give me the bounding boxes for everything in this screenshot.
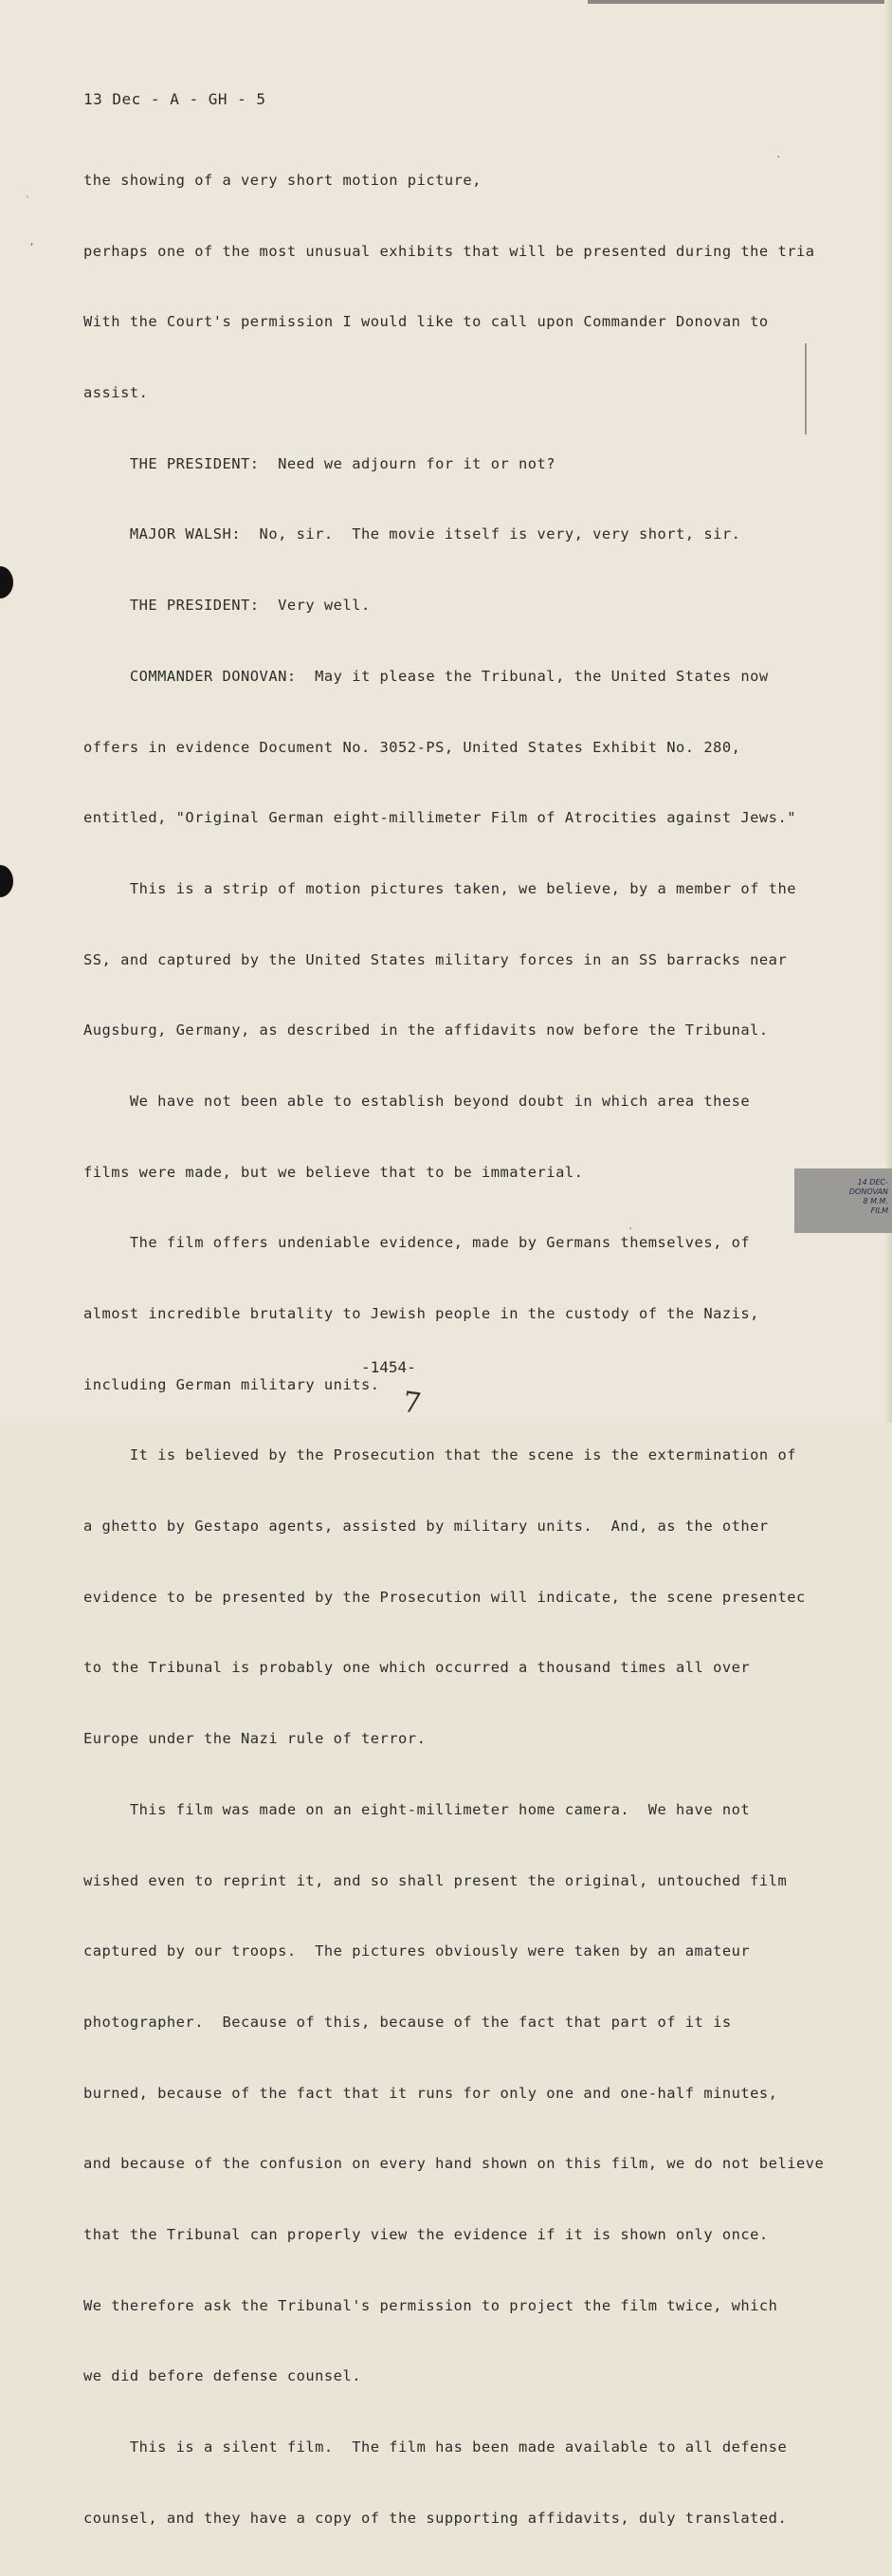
text-line: burned, because of the fact that it runs for only one and one-half minutes,	[83, 2084, 778, 2102]
text-line: assist.	[83, 384, 149, 402]
text-line: including German military units.	[83, 1375, 380, 1393]
text-line: wished even to reprint it, and so shall present the original, untouched film	[83, 1871, 788, 1889]
text-line: almost incredible brutality to Jewish people in the custody of the Nazis,	[83, 1305, 759, 1322]
text-line: that the Tribunal can properly view the evidence if it is shown only once.	[83, 2225, 769, 2243]
text-line: THE PRESIDENT: Need we adjourn for it or not?	[83, 454, 556, 472]
text-line: We therefore ask the Tribunal's permission to project the film twice, which	[83, 2296, 778, 2314]
text-line: evidence to be presented by the Prosecution will indicate, the scene presentec	[83, 1588, 806, 1606]
text-line: SS, and captured by the United States military forces in an SS barracks near	[83, 950, 788, 968]
text-line: This is a strip of motion pictures taken, we believe, by a member of the	[83, 879, 796, 897]
text-line: offers in evidence Document No. 3052-PS, United States Exhibit No. 280,	[83, 738, 741, 756]
text-line: to the Tribunal is probably one which occurred a thousand times all over	[83, 1659, 751, 1677]
text-line: captured by our troops. The pictures obviously were taken by an amateur	[83, 1942, 751, 1960]
text-line: films were made, but we believe that to be immaterial.	[83, 1163, 584, 1181]
punch-hole	[0, 566, 13, 598]
text-line: This is a silent film. The film has been made available to all defense	[83, 2438, 788, 2456]
margin-dot: ·	[628, 1223, 634, 1235]
text-line: COMMANDER DONOVAN: May it please the Tribunal, the United States now	[83, 667, 769, 685]
top-edge-mark	[588, 0, 892, 4]
text-line: the showing of a very short motion picture,	[83, 172, 482, 189]
text-line: a ghetto by Gestapo agents, assisted by military units. And, as the other	[83, 1518, 769, 1536]
text-line: and because of the confusion on every hand shown on this film, we do not believe	[83, 2155, 825, 2173]
text-line: perhaps one of the most unusual exhibits that will be presented during the tria	[83, 242, 815, 260]
index-tab-note: 14 DEC- DONOVAN 8 M.M. FILM	[848, 1178, 888, 1215]
text-line: counsel, and they have a copy of the supporting affidavits, duly translated.	[83, 2509, 788, 2527]
text-line: THE PRESIDENT: Very well.	[83, 597, 371, 615]
text-line: This film was made on an eight-millimeter home camera. We have not	[83, 1800, 751, 1818]
page-header: 13 Dec - A - GH - 5	[83, 90, 266, 108]
text-line: photographer. Because of this, because of the fact that part of it is	[83, 2013, 732, 2031]
text-line: MAJOR WALSH: No, sir. The movie itself is very, very short, sir.	[83, 525, 741, 543]
page-number: -1454-	[361, 1358, 416, 1376]
text-line: we did before defense counsel.	[83, 2367, 361, 2385]
text-line: It is believed by the Prosecution that the scene is the extermination of	[83, 1446, 796, 1464]
margin-tick: ’	[28, 241, 35, 253]
text-line: We have not been able to establish beyond doubt in which area these	[83, 1092, 751, 1110]
margin-vertical-mark	[805, 343, 807, 434]
text-line: entitled, "Original German eight-millimeter Film of Atrocities against Jews."	[83, 809, 796, 827]
handwritten-mark: 7	[400, 1385, 424, 1422]
text-line: With the Court's permission I would like to call upon Commander Donovan to	[83, 313, 769, 331]
text-line: Europe under the Nazi rule of terror.	[83, 1730, 427, 1748]
punch-hole	[0, 865, 13, 897]
transcript-body	[83, 53, 825, 2576]
text-line: The film offers undeniable evidence, made by Germans themselves, of	[83, 1234, 751, 1252]
margin-dot: ·	[775, 151, 782, 163]
index-tab	[794, 1168, 892, 1233]
text-line: Augsburg, Germany, as described in the affidavits now before the Tribunal.	[83, 1021, 769, 1040]
margin-tick: `	[25, 194, 31, 207]
